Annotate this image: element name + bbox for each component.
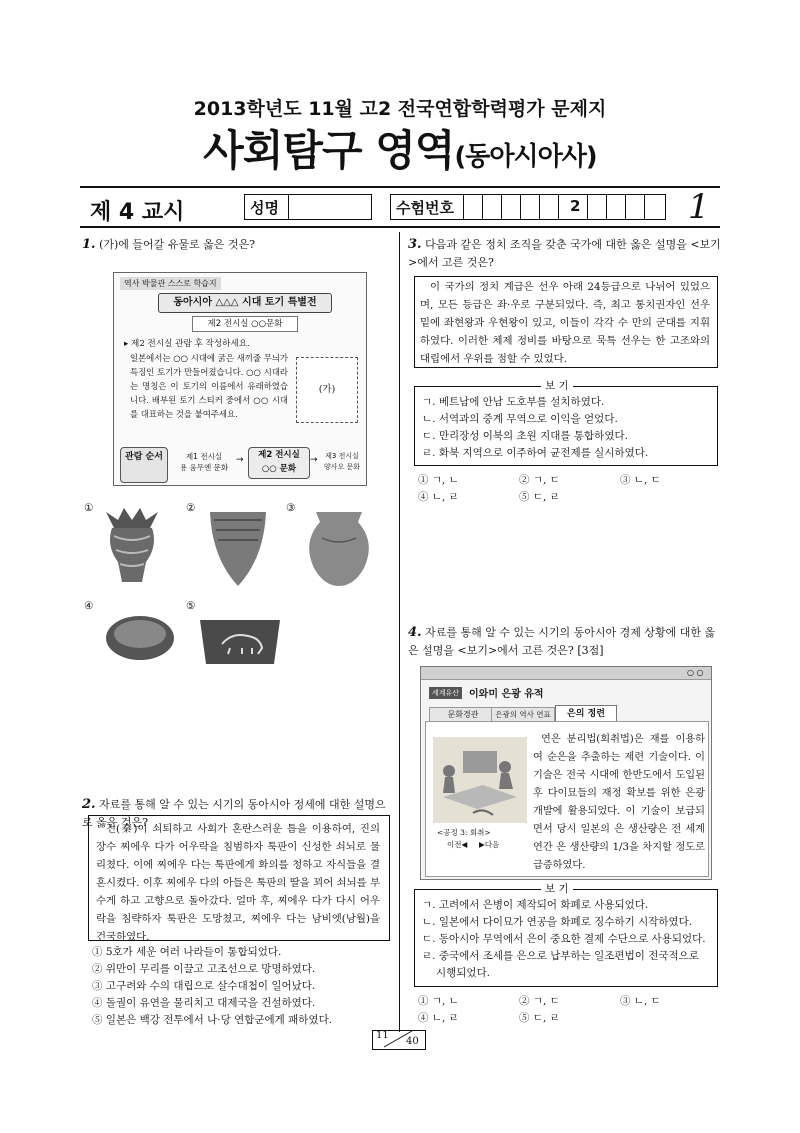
arrow-icon: →: [236, 455, 244, 465]
q3-passage: 이 국가의 정치 계급은 선우 아래 24등급으로 나뉘어 있었으며, 모든 등급은 좌·우로 구분되었다. 즉, 최고 통치권자인 선우 밑에 좌현왕과 우현왕이 있고, 이들이 각각 수 만의 군대를 지휘하였다. 이러한 체제 정비를 바탕으로 묵특 선우는 한 고조와의 대립에서 우위를 점할 수 있었다.: [420, 281, 710, 365]
exam-cell: [539, 195, 540, 219]
exhibit-instruction: ▸ 제2 전시실 관람 후 작성하세요.: [124, 339, 250, 349]
question-text: 자료를 통해 알 수 있는 시기의 동아시아 경제 상황에 대한 옳은 설명을 <보기>에서 고른 것은? [3점]: [408, 626, 716, 657]
exam-cell: [558, 195, 559, 219]
header-rule-bottom: [80, 226, 720, 228]
exam-number-digit: 2: [570, 197, 581, 215]
q3-option-2: ② ㄱ, ㄷ: [519, 474, 560, 486]
question-text: (가)에 들어갈 유물로 옳은 것은?: [99, 238, 256, 251]
q4-option-5: ⑤ ㄷ, ㄹ: [519, 1012, 560, 1024]
q2-option-4: ④ 돌궐이 유연을 물리치고 대제국을 건설하였다.: [92, 997, 316, 1009]
exam-title-main: 사회탐구 영역: [203, 126, 455, 175]
q3-option-3: ③ ㄴ, ㄷ: [620, 474, 661, 486]
exhibit-body: 일본에서는 ○○ 시대에 굵은 새끼줄 무늬가 특징인 토기가 만들어졌습니다. ○○ 시대라는 명칭은 이 토기의 이름에서 유래하였습니다. 배부된 토기 스티커 중에서 ○○ 시대를 대표하는 것을 붙여주세요.: [130, 353, 288, 419]
q4-option-3: ③ ㄴ, ㄷ: [620, 995, 661, 1007]
route-step-name: 제2 전시실: [258, 450, 300, 460]
exam-cell: [606, 195, 607, 219]
route-step-culture: 용 움무엔 문화: [179, 463, 229, 472]
q4-bogi-list: [422, 897, 712, 982]
question-number: 1.: [82, 237, 96, 252]
tab-history-timeline[interactable]: 은광의 역사 연표: [491, 707, 555, 723]
route-step-name: 제1 전시실: [185, 452, 223, 461]
q4-bogi-item: ㄷ. 동아시아 무역에서 은이 중요한 결제 수단으로 사용되었다.: [422, 933, 706, 945]
question-number: 4.: [408, 625, 422, 640]
viewer-text: 연은 분리법(회취법)은 재를 이용하여 순은을 추출하는 제련 기술이다. 이 기술은 전국 시대에 한반도에서 도입된 후 다이묘들의 재정 확보를 위한 은광 개발에 활용되었다. 이 기술이 보급되면서 당시 일본의 은 생산량은 전 세계 연간 은 생산량의 1/3을 차지할 정도로 급증하였다.: [533, 734, 705, 871]
q3-bogi-item: ㄴ. 서역과의 중계 무역으로 이익을 얻었다.: [422, 413, 618, 425]
route-step-2: [248, 447, 310, 479]
route-step-1: [174, 451, 234, 473]
q3-bogi-list: [422, 394, 712, 462]
page-total: 40: [406, 1036, 419, 1047]
exam-cell: [587, 195, 588, 219]
q2-option-3: ③ 고구려와 수의 대립으로 살수대첩이 일어났다.: [92, 980, 316, 992]
window-controls-icon[interactable]: ○ ○: [687, 668, 704, 677]
exhibit-banner: 동아시아 △△△ 시대 토기 특별전: [158, 293, 332, 313]
question-text: 다음과 같은 정치 조직을 갖춘 국가에 대한 옳은 설명을 <보기>에서 고른 것은?: [408, 238, 721, 269]
tab-culture-landscape[interactable]: 문화경관: [429, 707, 497, 723]
header-rule-top: [80, 186, 720, 188]
exam-cell: [520, 195, 521, 219]
column-divider: [399, 232, 400, 1032]
page-number: 1: [688, 187, 710, 227]
exam-number-label: 수험번호: [396, 199, 454, 217]
choice-5-label: ⑤: [186, 600, 196, 612]
name-cell-divider: [288, 195, 289, 219]
comb-pattern-pot-icon: [206, 508, 270, 588]
shallow-bowl-icon: [104, 612, 176, 668]
q4-option-4: ④ ㄴ, ㄹ: [418, 1012, 459, 1024]
painted-jar-icon: [300, 508, 378, 588]
q3-option-4: ④ ㄴ, ㄹ: [418, 491, 459, 503]
name-label: 성명: [250, 199, 279, 217]
choice-3-label: ③: [286, 502, 296, 514]
nav-next-button[interactable]: ▶다음: [479, 840, 500, 849]
period-label: 제 4 교시: [90, 200, 185, 225]
exhibit-room: 제2 전시실 ○○문화: [192, 316, 298, 332]
exam-cell: [501, 195, 502, 219]
q4-bogi-title: 보 기: [541, 881, 573, 896]
stamped-vessel-icon: [198, 614, 282, 668]
question-1: [82, 236, 392, 254]
choice-4-label: ④: [84, 600, 94, 612]
window-titlebar: [421, 667, 711, 680]
route-step-culture: ○○ 문화: [261, 464, 297, 474]
world-heritage-badge: 세계유산: [429, 687, 462, 699]
q3-bogi-item: ㄷ. 만리장성 이북의 초원 지대를 통합하였다.: [422, 430, 628, 442]
q2-passage: 진(秦)이 쇠퇴하고 사회가 혼란스러운 틈을 이용하여, 진의 장수 찌에우 다가 어우락을 침범하자 툭판이 신성한 쇠뇌로 물리쳤다. 이에 찌에우 다는 툭판에게 화의를 청하고 자식들을 결혼시켰다. 이후 찌에우 다의 아들은 툭판의 딸을 꾀어 쇠뇌를 부수게 하고 고향으로 돌아갔다. 얼마 후, 찌에우 다가 다시 어우락을 침략하자 툭판은 도망쳤고, 찌에우 다는 남비엣(남월)을 건국하였다.: [96, 823, 380, 943]
refining-illustration-icon: [433, 737, 527, 823]
q2-option-5: ⑤ 일본은 백강 전투에서 나·당 연합군에게 패하였다.: [92, 1014, 333, 1026]
q3-option-5: ⑤ ㄷ, ㄹ: [519, 491, 560, 503]
q3-bogi-item: ㄱ. 베트남에 안남 도호부를 설치하였다.: [422, 396, 605, 408]
route-step-culture: 양사오 문화: [323, 463, 361, 471]
jomon-flame-pot-icon: [96, 506, 168, 586]
q3-bogi-item: ㄹ. 화북 지역으로 이주하여 균전제를 실시하였다.: [422, 447, 649, 459]
exam-cell: [463, 195, 464, 219]
q2-option-1: ① 5호가 세운 여러 나라들이 통합되었다.: [92, 946, 282, 958]
museum-label: 역사 박물관 스스로 학습지: [120, 277, 221, 290]
q3-option-1: ① ㄱ, ㄴ: [418, 474, 459, 486]
route-step-3: [319, 451, 365, 473]
q4-bogi-item: ㄱ. 고려에서 은병이 제작되어 화폐로 사용되었다.: [422, 899, 649, 911]
question-4: [408, 624, 722, 660]
route-label: 관람 순서: [120, 447, 168, 483]
question-text: 자료를 통해 알 수 있는 시기의 동아시아 정세에 대한 설명으로 옳은 것은?: [82, 798, 386, 829]
page-current: 11: [376, 1030, 389, 1041]
exam-subtitle: 2013학년도 11월 고2 전국연합학력평가 문제지: [193, 98, 607, 120]
viewer-title: 이와미 은광 유적: [469, 689, 544, 700]
tab-silver-refining[interactable]: 은의 정련: [555, 705, 617, 722]
sticker-placeholder: (가): [296, 357, 358, 423]
q2-options: [92, 944, 392, 1029]
exam-title: [0, 118, 800, 178]
question-number: 3.: [408, 237, 422, 252]
illustration-caption: <공정 3: 회취>: [437, 828, 491, 837]
q4-option-2: ② ㄱ, ㄷ: [519, 995, 560, 1007]
choice-2-label: ②: [186, 502, 196, 514]
exam-cell: [625, 195, 626, 219]
q4-option-1: ① ㄱ, ㄴ: [418, 995, 459, 1007]
exam-cell: [482, 195, 483, 219]
q4-bogi-item: ㄹ. 중국에서 조세를 은으로 납부하는 일조편법이 전국적으로 시행되었다.: [422, 950, 699, 979]
choice-1-label: ①: [84, 502, 94, 514]
route-step-name: 제3 전시실: [325, 452, 359, 460]
heritage-viewer-window: [420, 666, 712, 880]
q3-bogi-title: 보 기: [541, 378, 573, 393]
arrow-icon: →: [310, 455, 318, 465]
q2-option-2: ② 위만이 무리를 이끌고 고조선으로 망명하였다.: [92, 963, 316, 975]
q4-bogi-item: ㄴ. 일본에서 다이묘가 연공을 화폐로 징수하기 시작하였다.: [422, 916, 693, 928]
exhibit-worksheet: [113, 272, 367, 486]
nav-prev-button[interactable]: 이전◀: [447, 840, 468, 849]
question-number: 2.: [82, 797, 96, 812]
exam-cell: [644, 195, 645, 219]
exam-title-sub: (동아시아사): [454, 142, 597, 172]
question-3: [408, 236, 722, 272]
